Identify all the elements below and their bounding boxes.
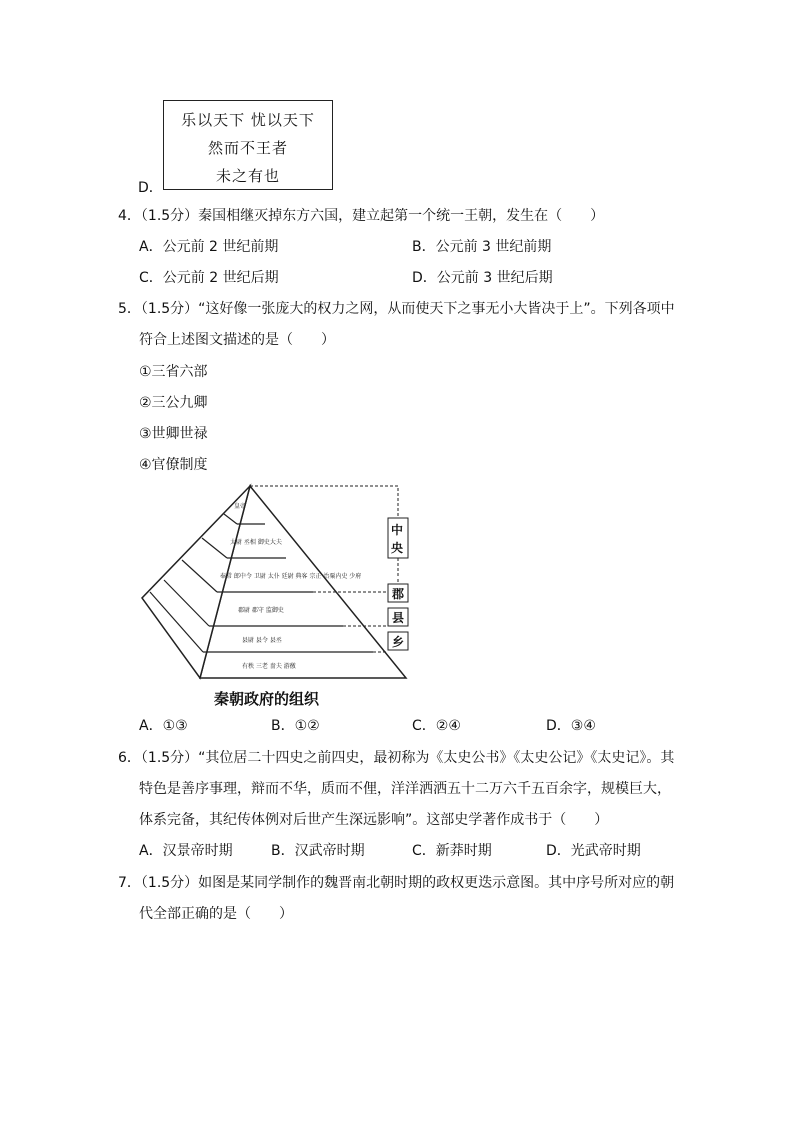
pyramid-svg	[138, 480, 418, 710]
poem-calligraphy-image	[163, 100, 333, 190]
poem-line-3: 未之有也	[215, 167, 280, 185]
q5-option-a: A．①③	[139, 718, 188, 734]
q7-stem-line-2: 代全部正确的是（ ）	[139, 906, 293, 922]
label-commandery: 郡	[392, 587, 405, 601]
q4-option-a: A．公元前 2 世纪前期	[139, 239, 279, 255]
q5-stem-line-2: 符合上述图文描述的是（ ）	[139, 332, 335, 348]
q4-stem: 4．（1.5分）秦国相继灭掉东方六国，建立起第一个统一王朝，发生在（ ）	[118, 208, 605, 224]
q5-item-2: ②三公九卿	[139, 395, 208, 411]
q6-option-a: A．汉景帝时期	[139, 843, 233, 859]
q7-stem-line-1: 7．（1.5分）如图是某同学制作的魏晋南北朝时期的政权更迭示意图。其中序号所对应的朝	[118, 875, 675, 891]
q6-stem-line-1: 6．（1.5分）“其位居二十四史之前四史，最初称为《太史公书》《太史公记》《太史记》。其	[118, 750, 675, 766]
q6-option-d: D．光武帝时期	[546, 843, 641, 859]
qin-government-pyramid-figure	[138, 480, 418, 710]
q6-option-b: B．汉武帝时期	[271, 843, 365, 859]
poem-line-1: 乐以天下 忧以天下	[181, 111, 315, 129]
q5-item-3: ③世卿世禄	[139, 426, 208, 442]
poem-line-2: 然而不王者	[207, 139, 288, 157]
svg-text:央: 央	[391, 541, 404, 555]
q4-option-b: B．公元前 3 世纪前期	[412, 239, 552, 255]
q5-item-4: ④官僚制度	[139, 457, 208, 473]
tier-commandery: 郡尉 郡守 监御史	[238, 607, 284, 614]
q5-stem-line-1: 5．（1.5分）“这好像一张庞大的权力之网，从而使天下之事无小大皆决于上”。下列各项中	[118, 301, 675, 317]
q6-stem-line-3: 体系完备，其纪传体例对后世产生深远影响”。这部史学著作成书于（ ）	[139, 812, 609, 828]
q5-option-b: B．①②	[271, 718, 320, 734]
tier-three-ministers: 太尉 丞相 御史大夫	[230, 539, 282, 546]
q5-item-1: ①三省六部	[139, 364, 208, 380]
tier-township: 有秩 三老 啬夫 游徼	[242, 663, 296, 670]
label-central: 中	[391, 523, 404, 537]
tier-emperor: 皇帝	[234, 503, 247, 510]
figure-caption: 秦朝政府的组织	[214, 690, 320, 708]
q3-option-d-label: D．	[138, 180, 163, 196]
q6-stem-line-2: 特色是善序事理，辩而不华，质而不俚，洋洋洒洒五十二万六千五百余字，规模巨大，	[139, 781, 671, 797]
tier-nine-ministers: 奉常 郎中令 卫尉 太仆 廷尉 典客 宗正 治粟内史 少府	[220, 573, 362, 580]
q4-option-d: D．公元前 3 世纪后期	[412, 270, 553, 286]
q6-option-c: C．新莽时期	[412, 843, 492, 859]
q5-option-c: C．②④	[412, 718, 461, 734]
q5-option-d: D．③④	[546, 718, 596, 734]
label-county: 县	[392, 611, 405, 625]
tier-county: 县尉 县令 县丞	[242, 637, 282, 644]
q4-option-c: C．公元前 2 世纪后期	[139, 270, 279, 286]
label-township: 乡	[392, 635, 405, 649]
